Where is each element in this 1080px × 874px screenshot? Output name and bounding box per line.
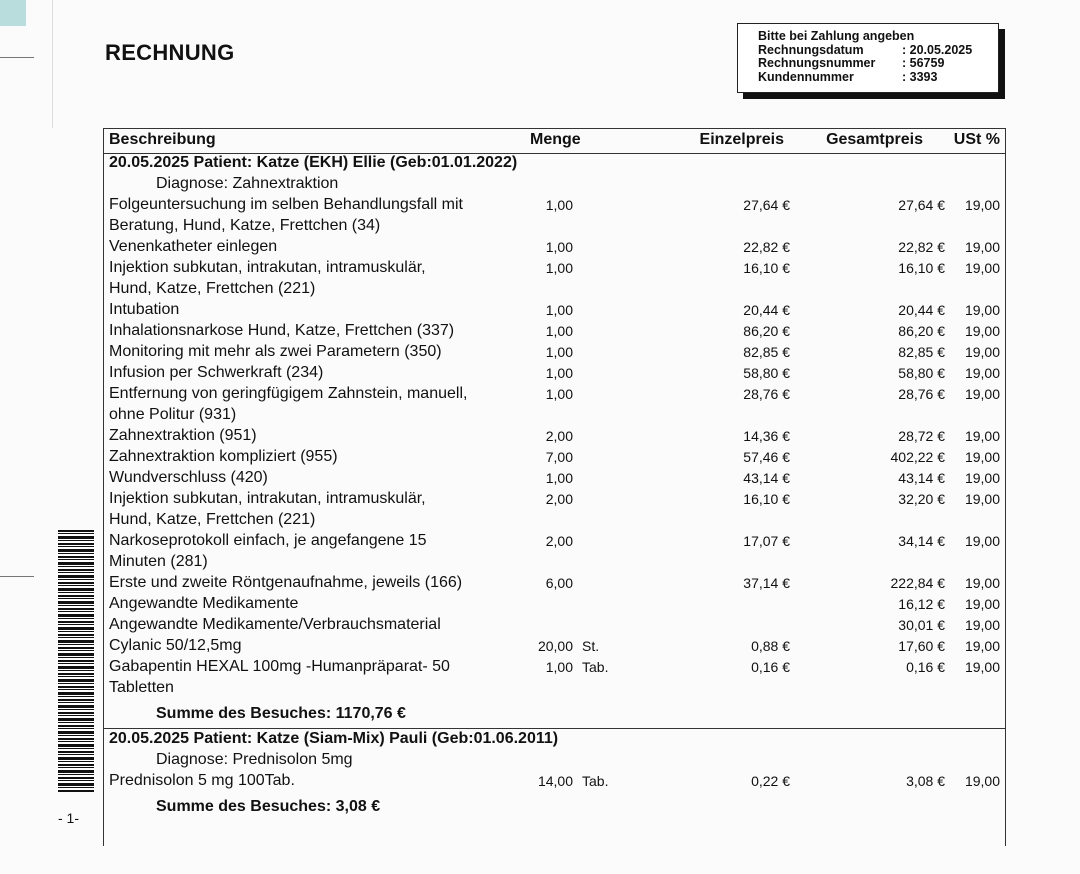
item-quantity: 2,00 [545, 491, 573, 507]
item-vat: 19,00 [964, 260, 1000, 276]
table-row [104, 259, 1005, 280]
table-row [104, 322, 1005, 343]
visit-separator [104, 728, 1005, 729]
visit-sum-text: Summe des Besuches: 1170,76 € [156, 705, 406, 722]
item-vat: 19,00 [964, 449, 1000, 465]
item-unit: Tab. [582, 773, 609, 789]
info-label: Rechnungsnummer [758, 56, 876, 70]
table-row [104, 490, 1005, 511]
table-row-continuation [104, 406, 1005, 427]
table-row [104, 448, 1005, 469]
col-vat: USt % [953, 131, 1000, 148]
item-total: 86,20 € [898, 323, 945, 339]
item-quantity: 1,00 [545, 344, 573, 360]
item-quantity: 1,00 [545, 659, 573, 675]
item-unit-price: 17,07 € [743, 533, 790, 549]
fold-mark [0, 57, 34, 58]
table-row [104, 301, 1005, 322]
table-row [104, 469, 1005, 490]
item-unit-price: 27,64 € [743, 197, 790, 213]
table-row-continuation [104, 217, 1005, 238]
item-unit-price: 16,10 € [743, 260, 790, 276]
item-total: 222,84 € [890, 575, 945, 591]
item-description: Injektion subkutan, intrakutan, intramuskulär, [109, 490, 426, 507]
info-value: : 20.05.2025 [902, 42, 973, 57]
item-vat: 19,00 [964, 239, 1000, 255]
item-total: 402,22 € [890, 449, 945, 465]
diagnosis-line [104, 751, 1005, 772]
table-header [104, 129, 1005, 154]
table-row-continuation [104, 679, 1005, 700]
visit-header-text: 20.05.2025 Patient: Katze (Siam-Mix) Pauli (Geb:01.06.2011) [109, 730, 559, 747]
corner-mark [0, 0, 26, 26]
item-quantity: 1,00 [545, 386, 573, 402]
item-unit-price: 20,44 € [743, 302, 790, 318]
page-number: - 1- [58, 810, 79, 826]
item-total: 20,44 € [898, 302, 945, 318]
item-description: Monitoring mit mehr als zwei Parametern (350) [109, 343, 442, 360]
fold-mark [0, 576, 34, 577]
visit-header-text: 20.05.2025 Patient: Katze (EKH) Ellie (Geb:01.01.2022) [109, 154, 518, 171]
item-unit-price: 57,46 € [743, 449, 790, 465]
item-description: Cylanic 50/12,5mg [109, 637, 242, 654]
item-unit-price: 16,10 € [743, 491, 790, 507]
item-description: Zahnextraktion kompliziert (955) [109, 448, 338, 465]
item-description-cont: ohne Politur (931) [109, 406, 237, 423]
item-unit-price: 0,88 € [751, 638, 790, 654]
item-description: Inhalationsnarkose Hund, Katze, Frettchen (337) [109, 322, 455, 339]
table-row [104, 532, 1005, 553]
item-vat: 19,00 [964, 365, 1000, 381]
item-total: 17,60 € [898, 638, 945, 654]
item-vat: 19,00 [964, 197, 1000, 213]
info-label: Rechnungsdatum [758, 42, 864, 57]
item-vat: 19,00 [964, 596, 1000, 612]
diagnosis-text: Diagnose: Zahnextraktion [156, 175, 339, 192]
table-row [104, 637, 1005, 658]
table-row [104, 385, 1005, 406]
page-title: RECHNUNG [105, 40, 235, 65]
item-vat: 19,00 [964, 302, 1000, 318]
visit-header [104, 154, 1005, 175]
item-description: Prednisolon 5 mg 100Tab. [109, 772, 295, 789]
table-row [104, 427, 1005, 448]
table-row [104, 238, 1005, 259]
item-vat: 19,00 [964, 470, 1000, 486]
item-description-cont: Minuten (281) [109, 553, 208, 570]
table-row [104, 616, 1005, 637]
item-unit-price: 14,36 € [743, 428, 790, 444]
item-vat: 19,00 [964, 344, 1000, 360]
item-vat: 19,00 [964, 386, 1000, 402]
invoice-table [103, 128, 1006, 846]
item-quantity: 7,00 [545, 449, 573, 465]
payment-info-row [758, 57, 998, 71]
item-description: Gabapentin HEXAL 100mg -Humanpräparat- 50 [109, 658, 450, 675]
item-total: 28,76 € [898, 386, 945, 402]
item-description-cont: Hund, Katze, Frettchen (221) [109, 511, 316, 528]
item-total: 28,72 € [898, 428, 945, 444]
item-vat: 19,00 [964, 428, 1000, 444]
table-row [104, 343, 1005, 364]
item-description: Entfernung von geringfügigem Zahnstein, manuell, [109, 385, 468, 402]
item-unit-price: 43,14 € [743, 470, 790, 486]
table-row [104, 364, 1005, 385]
visit-sum-text: Summe des Besuches: 3,08 € [156, 798, 381, 815]
item-unit-price: 28,76 € [743, 386, 790, 402]
table-row-continuation [104, 553, 1005, 574]
item-total: 32,20 € [898, 491, 945, 507]
item-quantity: 2,00 [545, 533, 573, 549]
item-total: 34,14 € [898, 533, 945, 549]
item-unit-price: 86,20 € [743, 323, 790, 339]
info-label: Kundennummer [758, 69, 854, 84]
item-description: Folgeuntersuchung im selben Behandlungsfall mit [109, 196, 463, 213]
diagnosis-text: Diagnose: Prednisolon 5mg [156, 751, 353, 768]
item-total: 3,08 € [906, 773, 945, 789]
table-row-continuation [104, 511, 1005, 532]
table-row [104, 658, 1005, 679]
payment-info-heading: Bitte bei Zahlung angeben [758, 29, 915, 43]
item-description-cont: Hund, Katze, Frettchen (221) [109, 280, 316, 297]
item-total: 27,64 € [898, 197, 945, 213]
item-description: Wundverschluss (420) [109, 469, 268, 486]
info-value: : 56759 [902, 56, 945, 70]
item-quantity: 1,00 [545, 323, 573, 339]
item-description: Angewandte Medikamente/Verbrauchsmaterial [109, 616, 441, 633]
payment-info-box [737, 23, 999, 93]
item-description: Infusion per Schwerkraft (234) [109, 364, 324, 381]
payment-info-row [758, 44, 998, 58]
margin-rule [52, 0, 53, 128]
visit-sum [104, 798, 1005, 819]
table-row [104, 196, 1005, 217]
item-vat: 19,00 [964, 491, 1000, 507]
item-vat: 19,00 [964, 617, 1000, 633]
item-vat: 19,00 [964, 773, 1000, 789]
table-row-continuation [104, 280, 1005, 301]
item-vat: 19,00 [964, 575, 1000, 591]
item-quantity: 1,00 [545, 302, 573, 318]
item-unit: Tab. [582, 659, 609, 675]
item-total: 22,82 € [898, 239, 945, 255]
item-description: Venenkatheter einlegen [109, 238, 278, 255]
item-vat: 19,00 [964, 638, 1000, 654]
item-unit: St. [582, 638, 600, 654]
item-description: Zahnextraktion (951) [109, 427, 257, 444]
table-row [104, 772, 1005, 793]
col-unit-price: Einzelpreis [699, 131, 784, 148]
col-total: Gesamtpreis [826, 131, 923, 148]
item-unit-price: 22,82 € [743, 239, 790, 255]
col-quantity: Menge [530, 131, 581, 148]
item-quantity: 1,00 [545, 365, 573, 381]
diagnosis-line [104, 175, 1005, 196]
item-vat: 19,00 [964, 659, 1000, 675]
item-description: Angewandte Medikamente [109, 595, 299, 612]
item-vat: 19,00 [964, 323, 1000, 339]
item-unit-price: 0,22 € [751, 773, 790, 789]
info-value: : 3393 [902, 69, 938, 84]
barcode [58, 530, 94, 792]
item-unit-price: 58,80 € [743, 365, 790, 381]
item-quantity: 20,00 [537, 638, 573, 654]
table-row [104, 574, 1005, 595]
table-row [104, 595, 1005, 616]
item-unit-price: 0,16 € [751, 659, 790, 675]
visit-sum [104, 705, 1005, 726]
item-quantity: 14,00 [537, 773, 573, 789]
item-quantity: 2,00 [545, 428, 573, 444]
item-total: 0,16 € [906, 659, 945, 675]
item-description: Narkoseprotokoll einfach, je angefangene 15 [109, 532, 427, 549]
payment-info-row [758, 71, 998, 85]
item-description: Intubation [109, 301, 180, 318]
item-total: 58,80 € [898, 365, 945, 381]
col-description: Beschreibung [109, 131, 216, 148]
item-vat: 19,00 [964, 533, 1000, 549]
item-total: 43,14 € [898, 470, 945, 486]
item-total: 30,01 € [898, 617, 945, 633]
item-quantity: 1,00 [545, 470, 573, 486]
item-description-cont: Beratung, Hund, Katze, Frettchen (34) [109, 217, 381, 234]
item-description: Injektion subkutan, intrakutan, intramuskulär, [109, 259, 426, 276]
item-quantity: 1,00 [545, 197, 573, 213]
item-quantity: 1,00 [545, 260, 573, 276]
item-total: 16,10 € [898, 260, 945, 276]
item-unit-price: 82,85 € [743, 344, 790, 360]
item-description-cont: Tabletten [109, 679, 174, 696]
item-total: 16,12 € [898, 596, 945, 612]
item-unit-price: 37,14 € [743, 575, 790, 591]
item-quantity: 6,00 [545, 575, 573, 591]
item-total: 82,85 € [898, 344, 945, 360]
item-quantity: 1,00 [545, 239, 573, 255]
item-description: Erste und zweite Röntgenaufnahme, jeweils (166) [109, 574, 463, 591]
visit-header [104, 730, 1005, 751]
